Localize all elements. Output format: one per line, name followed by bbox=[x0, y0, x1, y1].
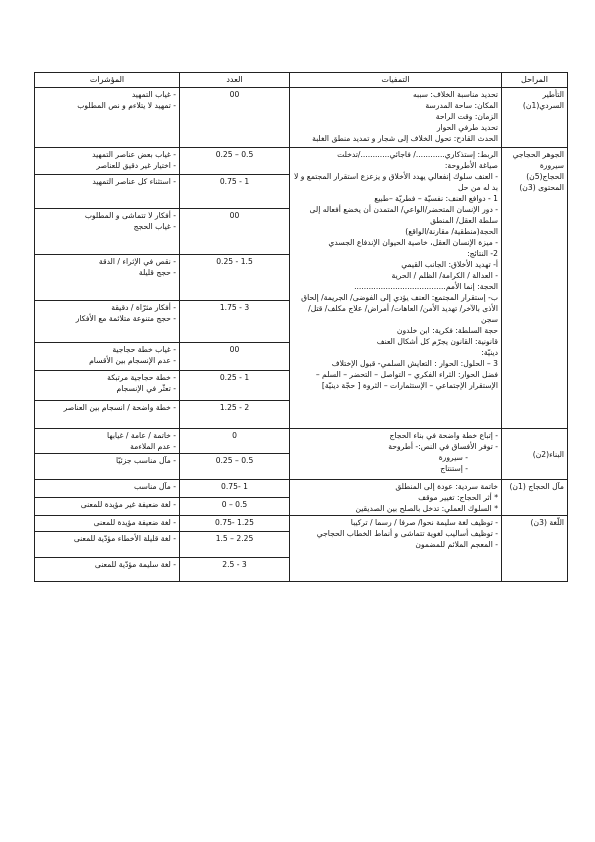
stage-line: مآل الحجاج (1ن) bbox=[509, 482, 564, 491]
indicator-line: - لغة ضعيفة مؤيدة للمعنى bbox=[93, 518, 176, 527]
table-row bbox=[35, 429, 568, 454]
note-line: خاتمة سردية: عودة إلى المنطلق bbox=[395, 482, 498, 491]
indicator-line: - اختيار غير دقيق للعناصر bbox=[96, 161, 176, 170]
note-line: تحديد مناسبة الخلاف: سببه bbox=[412, 90, 498, 99]
note-line: ب- إستقرار المجتمع: العنف يؤدي إلى الفوضى/ الجريمة/ إلحاق الأذى بالآخر/ تهديد الأمن/ العاهات/ أمراض/ علاج مكلف/ قتل/ سجن bbox=[301, 293, 498, 324]
note-line: الحجة: إنما الأمم...................................... bbox=[354, 282, 498, 291]
indicator-cell bbox=[35, 148, 180, 175]
indicator-cell bbox=[35, 175, 180, 209]
table-row bbox=[35, 148, 568, 175]
grade-cell: 0.75- 1.25 bbox=[180, 516, 290, 532]
notes-cell bbox=[290, 516, 502, 582]
note-line: تحديد طرفي الحوار bbox=[436, 123, 498, 132]
grade-cell: 00 bbox=[180, 343, 290, 371]
note-line: - العنف سلوك إنفعالي يهدد الأخلاق و يزعزع استقرار المجتمع و لا بد له من حل bbox=[293, 172, 498, 192]
indicator-cell bbox=[35, 255, 180, 301]
table-header-row bbox=[35, 73, 568, 88]
stage-line: الجوهر الحجاجي bbox=[512, 150, 564, 159]
indicator-line: - نقص في الإثراء / الدقة bbox=[98, 257, 176, 266]
note-line: - العدالة / الكرامة/ الظلم / الحرية bbox=[391, 271, 498, 280]
note-line: الربط: إستذكاري............/ فاجائي............/تدخلت bbox=[337, 150, 498, 159]
indicator-line: - عدم الملاءمة bbox=[130, 442, 176, 451]
notes-cell bbox=[290, 88, 502, 148]
indicator-cell bbox=[35, 429, 180, 454]
grade-cell: 00 bbox=[180, 88, 290, 148]
grade-cell: 0.25 - 1 bbox=[180, 371, 290, 401]
indicator-line: - خاتمة / عامة / غيابها bbox=[107, 431, 176, 440]
grading-table bbox=[34, 72, 568, 582]
grade-cell: 0 bbox=[180, 429, 290, 454]
indicator-cell bbox=[35, 88, 180, 148]
indicator-cell bbox=[35, 498, 180, 516]
note-line: * أثر الحجاج: تغيير موقف bbox=[418, 493, 498, 502]
indicator-line: - استثناء كل عناصر التمهيد bbox=[92, 177, 176, 186]
note-line: * السلوك العملي: تدخل بالصلح بين الصديقين bbox=[355, 504, 498, 513]
grade-cell: 2.5 - 3 bbox=[180, 558, 290, 582]
note-line: - المعجم الملائم للمضمون bbox=[415, 540, 498, 549]
grade-cell: 0.25 – 0.5 bbox=[180, 454, 290, 480]
indicator-line: - مآل مناسب bbox=[134, 482, 176, 491]
note-line: المكان: ساحة المدرسة bbox=[425, 101, 498, 110]
indicator-cell bbox=[35, 532, 180, 558]
indicator-line: - مآل مناسب جزئيّا bbox=[116, 456, 176, 465]
stage-line: التأطير bbox=[542, 90, 564, 99]
header-stages: المراحل bbox=[502, 73, 568, 88]
indicator-cell bbox=[35, 558, 180, 582]
note-line: - توفر الأفساق في النص:- أطروحة bbox=[388, 442, 498, 451]
note-line: دينيّة: bbox=[481, 348, 498, 357]
note-line: أ- تهديد الأخلاق: الجانب القيمي bbox=[401, 260, 498, 269]
stage-cell bbox=[502, 148, 568, 429]
grade-cell: 0.25 – 0.5 bbox=[180, 148, 290, 175]
stage-line: اللّغة (3ن) bbox=[530, 518, 564, 527]
indicator-line: - لغة ضعيفة غير مؤيدة للمعنى bbox=[80, 500, 176, 509]
note-line: صياغة الأطروحة: bbox=[444, 161, 498, 170]
indicator-line: - لغة سليمة مؤدّية للمعنى bbox=[94, 560, 176, 569]
note-line: 1 - دوافع العنف: نفسيّة – فطريّة –طبيع bbox=[374, 194, 498, 203]
indicator-cell bbox=[35, 401, 180, 429]
note-line: حجة السلطة: فكرية: ابن خلدون bbox=[396, 326, 498, 335]
note-line: - سيرورة bbox=[438, 453, 468, 462]
stage-line: المحتوى (3ن) bbox=[519, 183, 564, 192]
grade-cell: 0.75 - 1 bbox=[180, 175, 290, 209]
note-line: الإستقرار الإجتماعي – الإستثمارات – الثروة [ حجّة دينيّة] bbox=[321, 381, 498, 390]
grade-cell: 0.25 - 1.5 bbox=[180, 255, 290, 301]
note-line: 2- النتائج: bbox=[467, 249, 498, 258]
note-line: - ميزة الإنسان العقل، خاصية الحيوان الإندفاع الجسدي bbox=[328, 238, 498, 247]
note-line: الحجة(منطقية/ مقارنة/الواقع) bbox=[405, 227, 498, 236]
note-line: - دور الإنسان المتحضر/الواعي/ المتمدن أن يخضع أفعاله إلى سلطة العقل/ المنطق bbox=[309, 205, 498, 225]
indicator-cell bbox=[35, 454, 180, 480]
grade-cell: 0.75- 1 bbox=[180, 480, 290, 498]
indicator-line: - لغة قليلة الأخطاء مؤدّية للمعنى bbox=[73, 534, 176, 543]
indicator-line: - غياب التمهيد bbox=[131, 90, 176, 99]
note-line: - إتباع خطة واضحة في بناء الحجاج bbox=[389, 431, 498, 440]
note-line: الزمان: وقت الراحة bbox=[435, 112, 498, 121]
indicator-cell bbox=[35, 301, 180, 343]
indicator-line: - تعثّر في الإنسجام bbox=[116, 384, 176, 393]
note-line: الحدث القادح: تحول الخلاف إلى شجار و تمديد منطق الغلبة bbox=[312, 134, 498, 143]
header-notes: التمفيات bbox=[290, 73, 502, 88]
table-row bbox=[35, 88, 568, 148]
table-row bbox=[35, 516, 568, 532]
note-line: قانونية: القانون يجرّم كل أشكال العنف bbox=[376, 337, 498, 346]
note-line: - توظيف لغة سليمة نحوا/ صرفا / رسما / تركيبا bbox=[350, 518, 498, 527]
indicator-cell bbox=[35, 371, 180, 401]
indicator-line: - خطة حجاجية مرتبكة bbox=[107, 373, 176, 382]
indicator-line: - تمهيد لا يتلاءم و نص المطلوب bbox=[77, 101, 176, 110]
indicator-cell bbox=[35, 480, 180, 498]
indicator-line: - أفكار لا تتماشى و المطلوب bbox=[84, 211, 176, 220]
indicator-line: - أفكار مثرّاة / دقيقة bbox=[111, 303, 176, 312]
indicator-line: - حجج متنوعة متلائمة مع الأفكار bbox=[75, 314, 176, 323]
note-line: - إستنتاج bbox=[440, 464, 468, 473]
indicator-cell bbox=[35, 516, 180, 532]
stage-line: السردي(1ن) bbox=[522, 101, 564, 110]
grade-cell: 1.75 - 3 bbox=[180, 301, 290, 343]
note-line: فضل الحوار: الثراء الفكري – التواصل – التحضر – السلم – bbox=[315, 370, 498, 379]
indicator-line: - حجج قليلة bbox=[138, 268, 176, 277]
indicator-line: - غياب بعض عناصر التمهيد bbox=[92, 150, 176, 159]
indicator-line: - غياب خطة حجاجية bbox=[112, 345, 176, 354]
stage-cell bbox=[502, 88, 568, 148]
notes-cell bbox=[290, 480, 502, 516]
grade-cell: 0 – 0.5 bbox=[180, 498, 290, 516]
indicator-line: - خطة واضحة / انسجام بين العناصر bbox=[63, 403, 176, 412]
grade-cell: 00 bbox=[180, 209, 290, 255]
header-grade: العدد bbox=[180, 73, 290, 88]
stage-cell bbox=[502, 429, 568, 480]
notes-cell bbox=[290, 148, 502, 429]
stage-line: البناء(2ن) bbox=[532, 449, 564, 459]
grade-cell: 1.5 – 2.25 bbox=[180, 532, 290, 558]
grade-cell: 1.25 - 2 bbox=[180, 401, 290, 429]
notes-cell bbox=[290, 429, 502, 480]
table-row bbox=[35, 480, 568, 498]
indicator-cell bbox=[35, 343, 180, 371]
note-line: 3 – الحلول: الحوار : التعايش السلمي- قبول الإختلاف bbox=[331, 359, 498, 368]
indicator-line: - عدم الإنسجام بين الأقسام bbox=[89, 356, 176, 365]
stage-cell bbox=[502, 516, 568, 582]
stage-line: الحجاج(5ن) bbox=[526, 172, 564, 181]
indicator-cell bbox=[35, 209, 180, 255]
header-indicators: المؤشرات bbox=[35, 73, 180, 88]
stage-cell bbox=[502, 480, 568, 516]
indicator-line: - غياب الحجج bbox=[133, 222, 176, 231]
note-line: - توظيف أساليب لغوية تتماشى و أنماط الخطاب الحجاجي bbox=[316, 529, 498, 538]
stage-line: سيرورة bbox=[539, 161, 564, 170]
